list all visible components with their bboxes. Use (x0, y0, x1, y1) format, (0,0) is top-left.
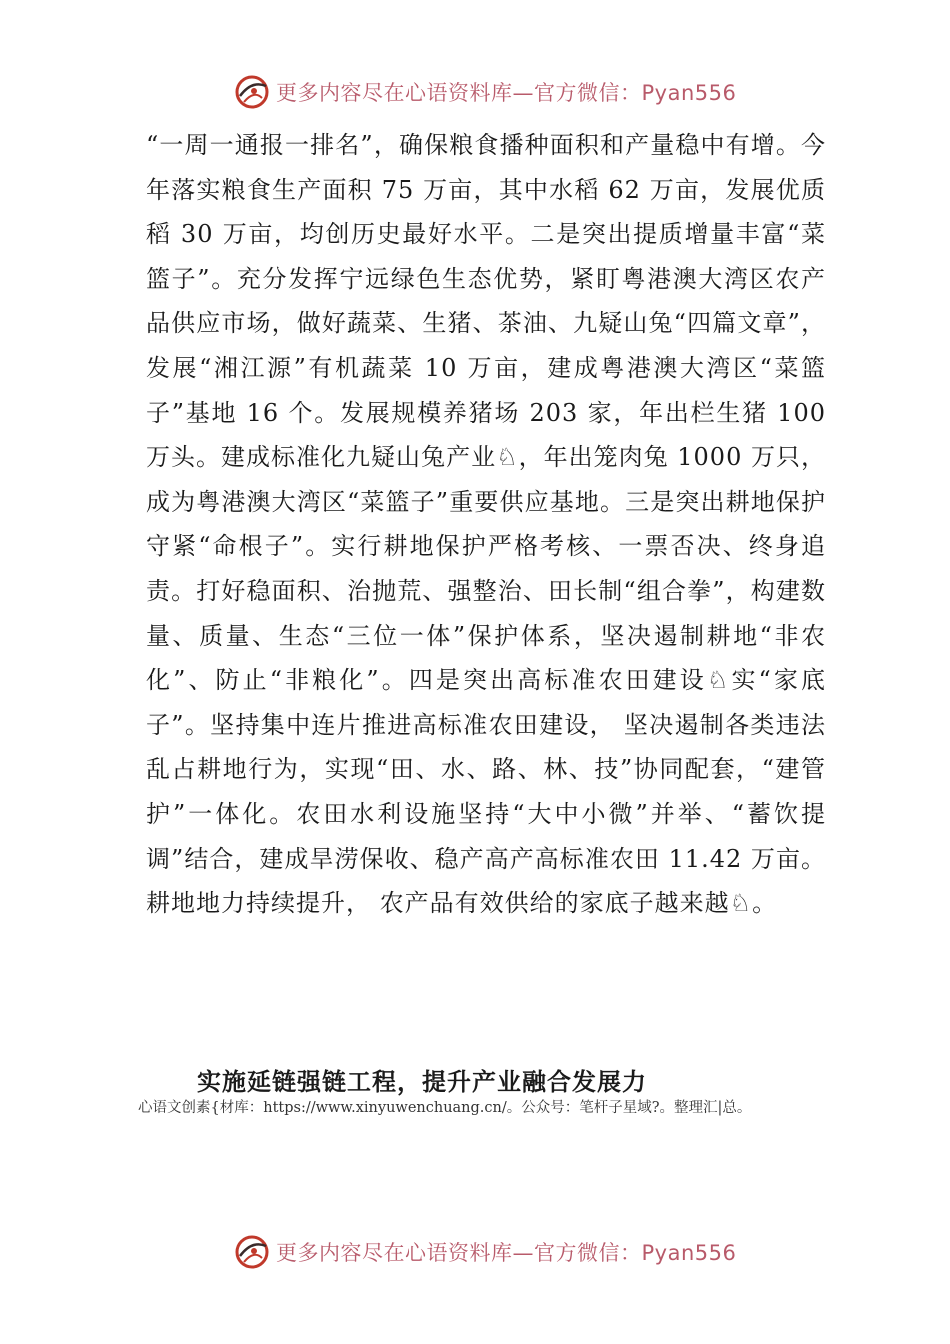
banner-text: 更多内容尽在心语资料库—官方微信：Pyan556 (276, 81, 737, 105)
header-banner (0, 72, 950, 112)
footer-banner (0, 1232, 950, 1272)
banner-text: 更多内容尽在心语资料库—官方微信：Pyan556 (276, 1241, 737, 1265)
swirl-logo-icon (232, 1232, 272, 1272)
source-watermark-line: 心语文创素{材库：https://www.xinyuwenchuang.cn/。公众号：笔杆子星域?。整理汇|总。 (138, 1100, 752, 1116)
body-paragraph (146, 123, 826, 926)
section-heading: 实施延链强链工程，提升产业融合发展力 (197, 1068, 647, 1096)
paragraph-text: “一周一通报一排名”，确保粮食播种面积和产量稳中有增。今年落实粮食生产面积 75 万亩，其中水稻 62 万亩，发展优质稻 30 万亩，均创历史最好水平。二是突出提质增量丰富“菜篮子”。充分发挥宁远绿色生态优势，紧盯粤港澳大湾区农产品供应市场，做好蔬菜、生猪、茶油、九疑山兔“四篇文章”，发展“湘江源”有机蔬菜 10 万亩，建成粤港澳大湾区“菜篮子”基地 16 个。发展规模养猪场 203 家，年出栏生猪 100 万头。建成标准化九疑山兔产业♘，年出笼肉兔 1000 万只，成为粤港澳大湾区“菜篮子”重要供应基地。三是突出耕地保护守紧“命根子”。实行耕地保护严格考核、一票否决、终身追责。打好稳面积、治抛荒、强整治、田长制“组合拳”，构建数量、质量、生态“三位一体”保护体系，坚决遏制耕地“非农化”、防止“非粮化”。四是突出高标准农田建设♘实“家底子”。坚持集中连片推进高标准农田建设， 坚决遏制各类违法乱占耕地行为，实现“田、水、路、林、技”协同配套，“建管护”一体化。农田水利设施坚持“大中小微”并举、“蓄饮提调”结合，建成旱涝保收、稳产高产高标准农田 11.42 万亩。耕地地力持续提升， 农产品有效供给的家底子越来越♘。 (146, 131, 826, 918)
swirl-logo-icon (232, 72, 272, 112)
